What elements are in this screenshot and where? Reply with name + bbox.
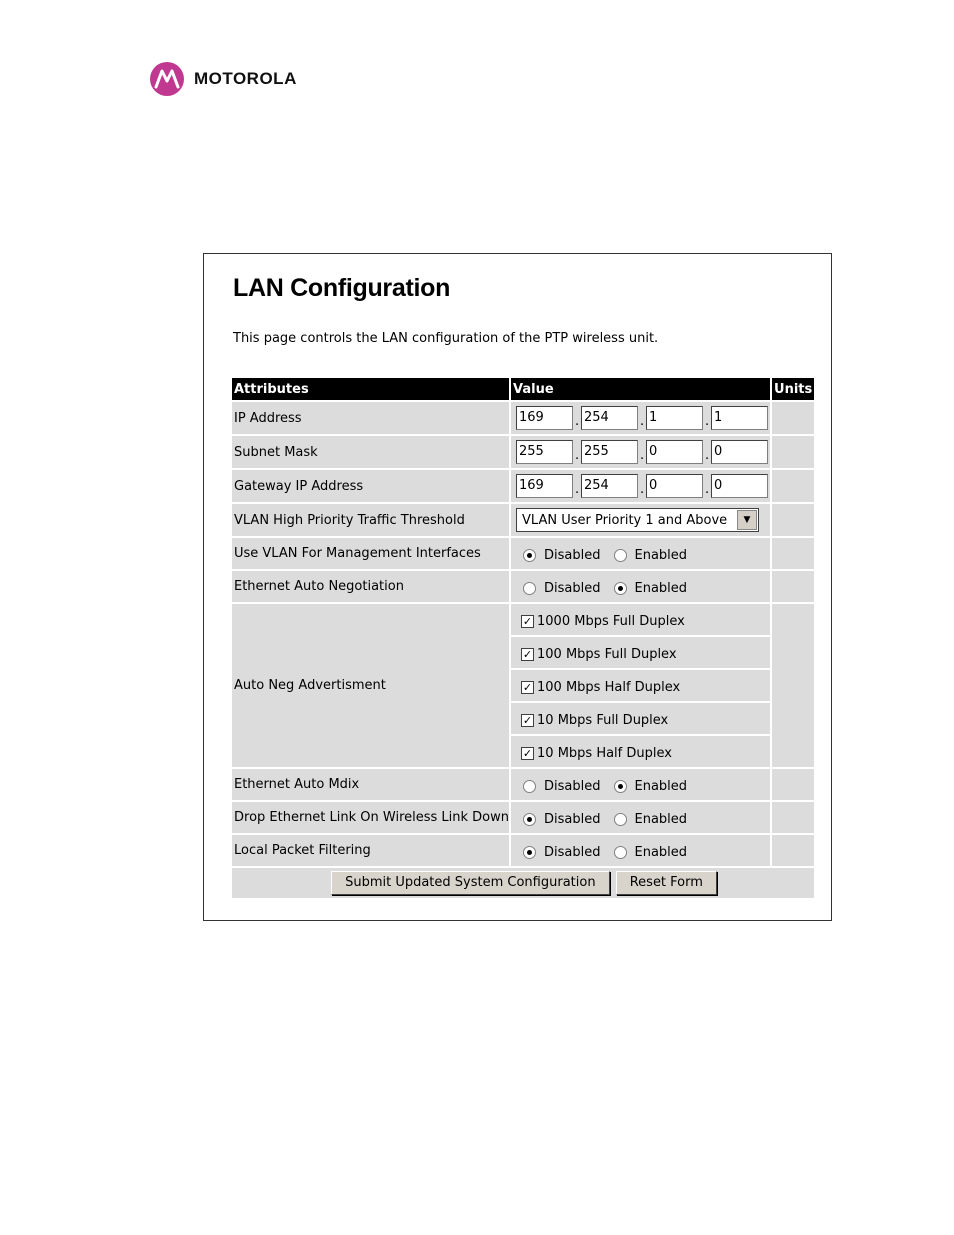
- table-row: [232, 571, 814, 602]
- units-cell: [772, 402, 814, 434]
- chevron-down-icon[interactable]: ▼: [737, 510, 757, 530]
- auto-neg-disabled-radio[interactable]: [523, 582, 536, 595]
- table-header-row: [232, 378, 814, 400]
- motorola-logo: [150, 62, 297, 96]
- units-cell: [772, 835, 814, 866]
- button-row: [232, 868, 814, 898]
- page-description: This page controls the LAN configuration of the PTP wireless unit.: [233, 331, 659, 346]
- page-title: LAN Configuration: [233, 274, 451, 302]
- advert-option-100-half: [513, 676, 770, 695]
- radio-label: Enabled: [634, 779, 688, 794]
- units-cell: [772, 802, 814, 833]
- vlan-mgmt-label: Use VLAN For Management Interfaces: [232, 538, 509, 569]
- table-row: [232, 835, 814, 866]
- ip-octet-4-input[interactable]: 1: [711, 406, 768, 430]
- vlan-mgmt-radio-group: [513, 544, 770, 563]
- ip-octet-2-input[interactable]: 254: [581, 406, 638, 430]
- units-cell: [772, 769, 814, 800]
- table-row: [232, 504, 814, 536]
- gateway-octet-2-input[interactable]: 254: [581, 474, 638, 498]
- advert-10-full-checkbox[interactable]: ✓: [522, 714, 533, 727]
- subnet-octet-1-input[interactable]: 255: [516, 440, 573, 464]
- radio-label: Disabled: [544, 812, 601, 827]
- packet-filter-label: Local Packet Filtering: [232, 835, 509, 866]
- drop-link-disabled-radio[interactable]: [523, 813, 536, 826]
- header-attributes: Attributes: [232, 378, 509, 400]
- header-value: Value: [511, 378, 770, 400]
- table-row: [232, 604, 814, 635]
- advert-label: Auto Neg Advertisment: [232, 604, 509, 767]
- advert-option-10-half: [513, 742, 770, 761]
- radio-label: Disabled: [544, 779, 601, 794]
- brand-name: MOTOROLA: [194, 69, 297, 88]
- drop-link-label: Drop Ethernet Link On Wireless Link Down: [232, 802, 509, 833]
- table-row: [232, 402, 814, 434]
- auto-mdix-enabled-radio[interactable]: [614, 780, 627, 793]
- auto-mdix-radio-group: [513, 775, 770, 794]
- units-cell: [772, 604, 814, 767]
- submit-button[interactable]: Submit Updated System Configuration: [331, 871, 610, 895]
- units-cell: [772, 470, 814, 502]
- auto-neg-radio-group: [513, 577, 770, 596]
- packet-filter-disabled-radio[interactable]: [523, 846, 536, 859]
- ip-address-label: IP Address: [232, 402, 509, 434]
- gateway-octet-1-input[interactable]: 169: [516, 474, 573, 498]
- gateway-octet-4-input[interactable]: 0: [711, 474, 768, 498]
- vlan-threshold-label: VLAN High Priority Traffic Threshold: [232, 504, 509, 536]
- drop-link-enabled-radio[interactable]: [614, 813, 627, 826]
- gateway-field: 169 . 254 . 0 . 0: [513, 474, 770, 498]
- reset-button[interactable]: Reset Form: [616, 871, 717, 895]
- radio-label: Disabled: [544, 548, 601, 563]
- advert-100-half-checkbox[interactable]: ✓: [522, 681, 533, 694]
- drop-link-radio-group: [513, 808, 770, 827]
- subnet-octet-2-input[interactable]: 255: [581, 440, 638, 464]
- auto-mdix-label: Ethernet Auto Mdix: [232, 769, 509, 800]
- packet-filter-radio-group: [513, 841, 770, 860]
- checkbox-label: 10 Mbps Full Duplex: [537, 713, 669, 728]
- radio-label: Enabled: [634, 812, 688, 827]
- lan-config-screenshot: [203, 253, 832, 921]
- radio-label: Disabled: [544, 845, 601, 860]
- auto-mdix-disabled-radio[interactable]: [523, 780, 536, 793]
- subnet-mask-label: Subnet Mask: [232, 436, 509, 468]
- ip-address-field: 169 . 254 . 1 . 1: [513, 406, 770, 430]
- checkbox-label: 10 Mbps Half Duplex: [537, 746, 672, 761]
- auto-neg-label: Ethernet Auto Negotiation: [232, 571, 509, 602]
- auto-neg-enabled-radio[interactable]: [614, 582, 627, 595]
- table-row: [232, 436, 814, 468]
- subnet-mask-field: 255 . 255 . 0 . 0: [513, 440, 770, 464]
- radio-label: Enabled: [634, 581, 688, 596]
- motorola-batwing-icon: [150, 62, 184, 96]
- checkbox-label: 100 Mbps Full Duplex: [537, 647, 677, 662]
- radio-label: Enabled: [634, 548, 688, 563]
- table-row: [232, 802, 814, 833]
- ip-octet-1-input[interactable]: 169: [516, 406, 573, 430]
- advert-option-100-full: [513, 643, 770, 662]
- vlan-mgmt-enabled-radio[interactable]: [614, 549, 627, 562]
- packet-filter-enabled-radio[interactable]: [614, 846, 627, 859]
- radio-label: Disabled: [544, 581, 601, 596]
- advert-10-half-checkbox[interactable]: ✓: [522, 747, 533, 760]
- checkbox-label: 100 Mbps Half Duplex: [537, 680, 681, 695]
- checkbox-label: 1000 Mbps Full Duplex: [537, 614, 685, 629]
- subnet-octet-4-input[interactable]: 0: [711, 440, 768, 464]
- subnet-octet-3-input[interactable]: 0: [646, 440, 703, 464]
- vlan-mgmt-disabled-radio[interactable]: [523, 549, 536, 562]
- table-row: [232, 538, 814, 569]
- gateway-label: Gateway IP Address: [232, 470, 509, 502]
- vlan-threshold-select[interactable]: [516, 508, 759, 532]
- units-cell: [772, 538, 814, 569]
- advert-option-1000-full: [513, 610, 770, 629]
- advert-option-10-full: [513, 709, 770, 728]
- units-cell: [772, 504, 814, 536]
- advert-1000-full-checkbox[interactable]: ✓: [522, 615, 533, 628]
- table-row: [232, 769, 814, 800]
- table-row: [232, 470, 814, 502]
- vlan-threshold-selected: VLAN User Priority 1 and Above: [522, 512, 728, 528]
- advert-100-full-checkbox[interactable]: ✓: [522, 648, 533, 661]
- header-units: Units: [772, 378, 814, 400]
- gateway-octet-3-input[interactable]: 0: [646, 474, 703, 498]
- lan-config-table: [230, 376, 816, 900]
- units-cell: [772, 571, 814, 602]
- units-cell: [772, 436, 814, 468]
- radio-label: Enabled: [634, 845, 688, 860]
- ip-octet-3-input[interactable]: 1: [646, 406, 703, 430]
